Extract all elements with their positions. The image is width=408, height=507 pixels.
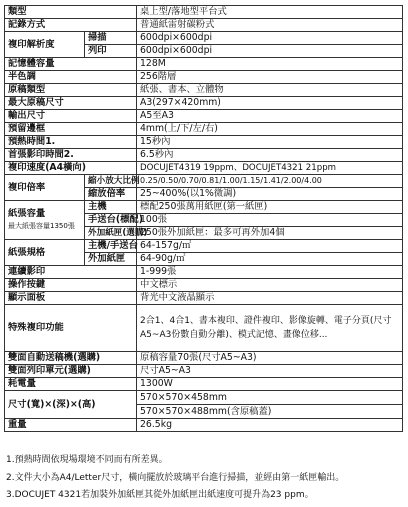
footnote-1: 1.預熱時間依現場環境不同而有所差異。 — [6, 455, 168, 465]
value-power: 1300W — [137, 378, 403, 391]
label-halftone: 半色調 — [5, 71, 137, 84]
spec-table — [4, 5, 403, 432]
value-maxorig: A3(297×420mm) — [137, 97, 403, 110]
label-ratio: 複印倍率 — [5, 175, 85, 201]
label-record: 記錄方式 — [5, 19, 137, 32]
row-power — [5, 378, 403, 391]
value-main-tray: 標配250張萬用紙匣(第一紙匣) — [137, 201, 403, 214]
value-zoom: 25~400%(以1%微調) — [137, 188, 403, 201]
row-adf — [5, 352, 403, 365]
value-dims-with-cover: 570×570×488mm(含原稿蓋) — [137, 405, 403, 419]
value-speed: DOCUJET4319 19ppm、DOCUJET4321 21ppm — [137, 162, 403, 175]
sublabel-extra: 外加紙匣 — [85, 253, 137, 266]
row-capacity-main — [5, 201, 403, 214]
value-paper-weight-main: 64-157g/㎡ — [137, 240, 403, 253]
label-warmup: 預熱時間1. — [5, 136, 137, 149]
value-display: 背光中文液晶顯示 — [137, 292, 403, 305]
value-weight: 26.5kg — [137, 419, 403, 432]
row-keys — [5, 279, 403, 292]
label-keys: 操作按鍵 — [5, 279, 137, 292]
row-type — [5, 6, 403, 19]
row-maxorig — [5, 97, 403, 110]
row-memory — [5, 58, 403, 71]
value-print-res: 600dpi×600dpi — [137, 45, 403, 58]
sublabel-main-bypass: 主機/手送台 — [85, 240, 137, 253]
label-dims: 尺寸(寬)×(深)×(高) — [5, 391, 137, 419]
sublabel-extra-tray: 外加紙匣(選購) — [85, 227, 137, 240]
label-firstcopy: 首張影印時間2. — [5, 149, 137, 162]
row-firstcopy — [5, 149, 403, 162]
row-dims-1 — [5, 391, 403, 405]
value-original: 紙張、書本、立體物 — [137, 84, 403, 97]
footnotes — [6, 452, 404, 505]
label-copyres: 複印解析度 — [5, 32, 85, 58]
capacity-max-note: 最大紙張容量1350張 — [8, 222, 75, 230]
label-special: 特殊複印功能 — [5, 305, 137, 352]
row-margin — [5, 123, 403, 136]
sublabel-bypass: 手送台(標配) — [85, 214, 137, 227]
value-firstcopy: 6.5秒內 — [137, 149, 403, 162]
sublabel-main-unit: 主機 — [85, 201, 137, 214]
footnote-2: 2.文件大小為A4/Letter尺寸，橫向擺放於玻璃平台進行掃描，並經由第一紙匣輸出。 — [6, 472, 345, 483]
value-margin: 4mm(上/下/左/右) — [137, 123, 403, 136]
value-type: 桌上型/落地型平台式 — [137, 6, 403, 19]
row-copyres-scan — [5, 32, 403, 45]
row-ratio-preset — [5, 175, 403, 188]
value-halftone: 256階層 — [137, 71, 403, 84]
row-weight — [5, 419, 403, 432]
value-memory: 128M — [137, 58, 403, 71]
value-duplex: 尺寸A5~A3 — [137, 365, 403, 378]
value-adf: 原稿容量70張(尺寸A5~A3) — [137, 352, 403, 365]
label-maxorig: 最大原稿尺寸 — [5, 97, 137, 110]
row-speed — [5, 162, 403, 175]
label-outsize: 輸出尺寸 — [5, 110, 137, 123]
capacity-title: 紙張容量 — [8, 208, 46, 219]
value-record: 普通紙雷射碳粉式 — [137, 19, 403, 32]
label-type: 類型 — [5, 6, 137, 19]
label-original: 原稿類型 — [5, 84, 137, 97]
label-duplex: 雙面列印單元(選購) — [5, 365, 137, 378]
value-scan-res: 600dpi×600dpi — [137, 32, 403, 45]
value-keys: 中文標示 — [137, 279, 403, 292]
value-continuous: 1-999張 — [137, 266, 403, 279]
sublabel-print: 列印 — [85, 45, 137, 58]
row-original — [5, 84, 403, 97]
value-dims: 570×570×458mm — [137, 391, 403, 405]
value-ratio-preset: 0.25/0.50/0.70/0.81/1.00/1.15/1.41/2.00/4.00 — [137, 175, 403, 188]
sublabel-zoom: 縮放倍率 — [85, 188, 137, 201]
sublabel-scan: 掃描 — [85, 32, 137, 45]
label-continuous: 連續影印 — [5, 266, 137, 279]
label-power: 耗電量 — [5, 378, 137, 391]
value-bypass: 100張 — [137, 214, 403, 227]
label-display: 顯示面板 — [5, 292, 137, 305]
row-display — [5, 292, 403, 305]
value-extra-tray: 250張外加紙匣：最多可再外加4個 — [137, 227, 403, 240]
row-continuous — [5, 266, 403, 279]
value-outsize: A5至A3 — [137, 110, 403, 123]
row-duplex — [5, 365, 403, 378]
value-special: 2合1、4合1、書本複印、證件複印、影像旋轉、電子分頁(尺寸A5~A3份數自動分離)、模式記憶、畫像位移... — [137, 305, 403, 352]
row-halftone — [5, 71, 403, 84]
label-adf: 雙面自動送稿機(選購) — [5, 352, 137, 365]
row-outsize — [5, 110, 403, 123]
label-speed: 複印速度(A4橫向) — [5, 162, 137, 175]
row-warmup — [5, 136, 403, 149]
label-margin: 預留邊框 — [5, 123, 137, 136]
row-record — [5, 19, 403, 32]
value-warmup: 15秒內 — [137, 136, 403, 149]
label-memory: 記憶體容量 — [5, 58, 137, 71]
label-paperspec: 紙張規格 — [5, 240, 85, 266]
row-paperspec-main — [5, 240, 403, 253]
value-paper-weight-extra: 64-90g/㎡ — [137, 253, 403, 266]
row-special — [5, 305, 403, 352]
label-weight: 重量 — [5, 419, 137, 432]
label-capacity — [5, 201, 85, 240]
sublabel-ratio-preset: 縮小放大比例 — [85, 175, 137, 188]
footnote-3: 3.DOCUJET 4321若加裝外加紙匣其從外加紙匣出紙速度可提升為23 ppm。 — [6, 490, 314, 500]
